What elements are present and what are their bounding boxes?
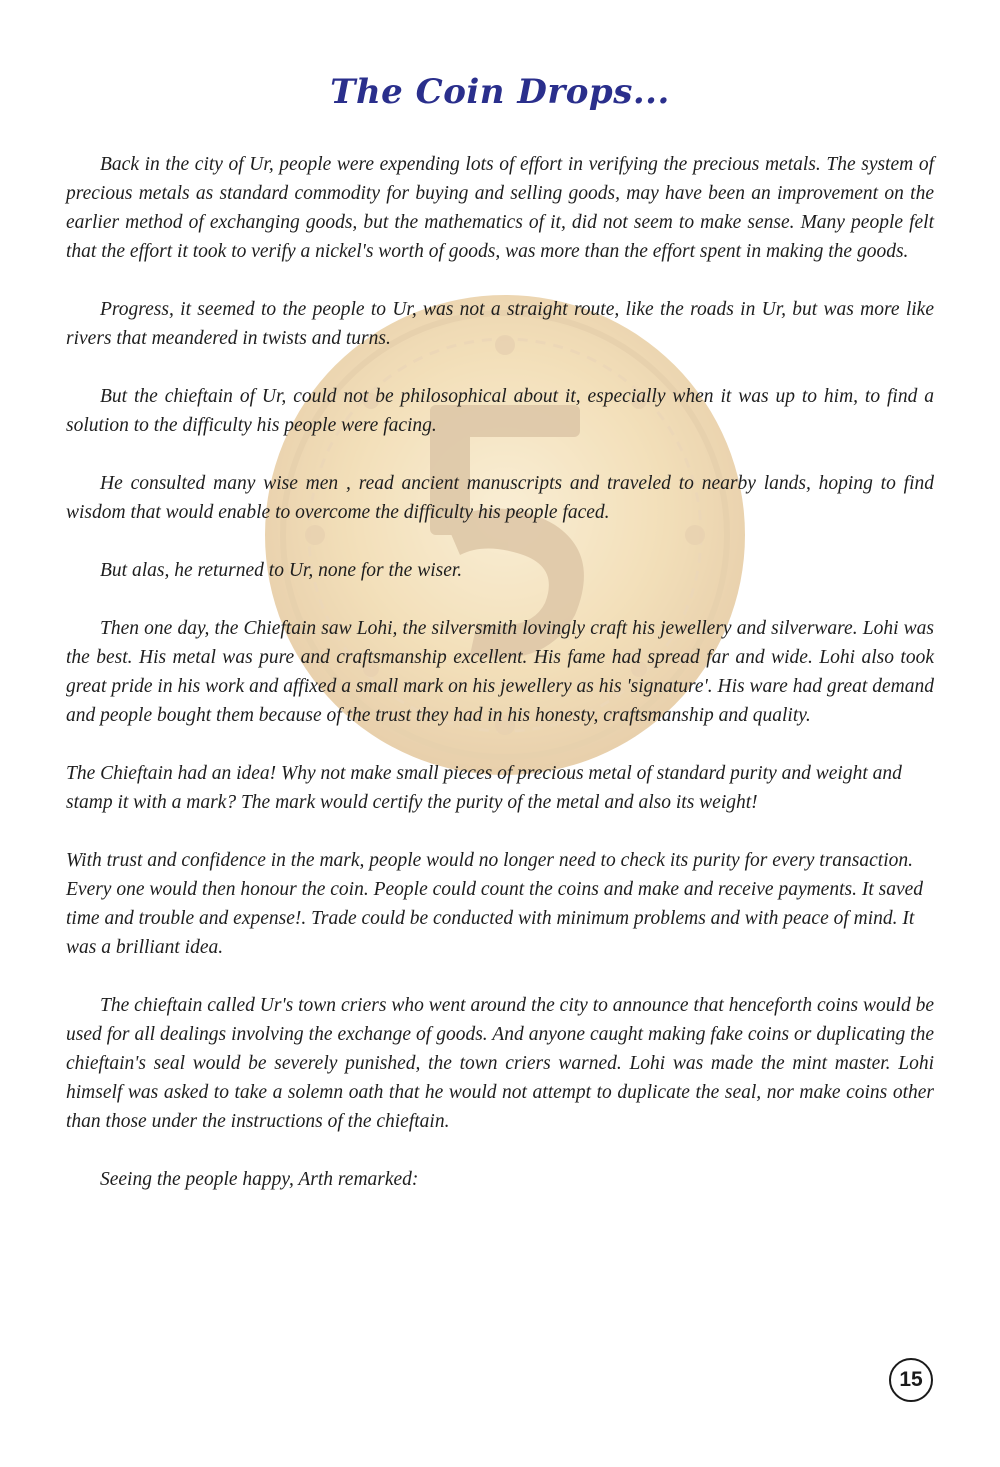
paragraph-1: Back in the city of Ur, people were expending lots of effort in verifying the precious metals. The system of precious metals as standard commodity for buying and selling goods, may have been an improvement on the earlier method of exchanging goods, but the mathematics of it, did not seem to make sense. Many people felt that the effort it took to verify a nickel's worth of goods, was more than the effort spent in making the goods. (66, 154, 934, 262)
paragraph-5: But alas, he returned to Ur, none for the wiser. (100, 560, 463, 581)
paragraph-4: He consulted many wise men , read ancient manuscripts and traveled to nearby lands, hoping to find wisdom that would enable to overcome the difficulty his people faced. (66, 473, 934, 523)
paragraph-8: With trust and confidence in the mark, people would no longer need to check its purity for every transaction. Every one would then honour the coin. People could count the coins and make and receive payments. It saved time and trouble and expense!. Trade could be conducted with minimum problems and with peace of mind. It was a brilliant idea. (66, 850, 924, 958)
paragraph-6: Then one day, the Chieftain saw Lohi, the silversmith lovingly craft his jewellery and silverware. Lohi was the best. His metal was pure and craftsmanship excellent. His fame had spread far and wide. Lohi also took great pride in his work and affixed a small mark on his jewellery as his 'signature'. His ware had great demand and people bought them because of the trust they had in his honesty, craftsmanship and quality. (66, 618, 934, 726)
paragraph-2: Progress, it seemed to the people to Ur, was not a straight route, like the roads in Ur, but was more like rivers that meandered in twists and turns. (66, 299, 934, 349)
page-number: 15 (899, 1368, 923, 1391)
paragraph-10: Seeing the people happy, Arth remarked: (100, 1169, 419, 1190)
paragraph-7: The Chieftain had an idea! Why not make small pieces of precious metal of standard purity and weight and stamp it with a mark? The mark would certify the purity of the metal and also its weight! (66, 763, 902, 813)
body-text (66, 150, 934, 1223)
paragraph-9: The chieftain called Ur's town criers who went around the city to announce that henceforth coins would be used for all dealings involving the exchange of goods. And anyone caught making fake coins or duplicating the chieftain's seal would be severely punished, the town criers warned. Lohi was made the mint master. Lohi himself was asked to take a solemn oath that he would not attempt to duplicate the seal, nor make coins other than those under the instructions of the chieftain. (66, 995, 934, 1132)
paragraph-3: But the chieftain of Ur, could not be philosophical about it, especially when it was up to him, to find a solution to the difficulty his people were facing. (66, 386, 934, 436)
page-number-badge (889, 1358, 933, 1402)
page-title: The Coin Drops... (330, 72, 670, 112)
